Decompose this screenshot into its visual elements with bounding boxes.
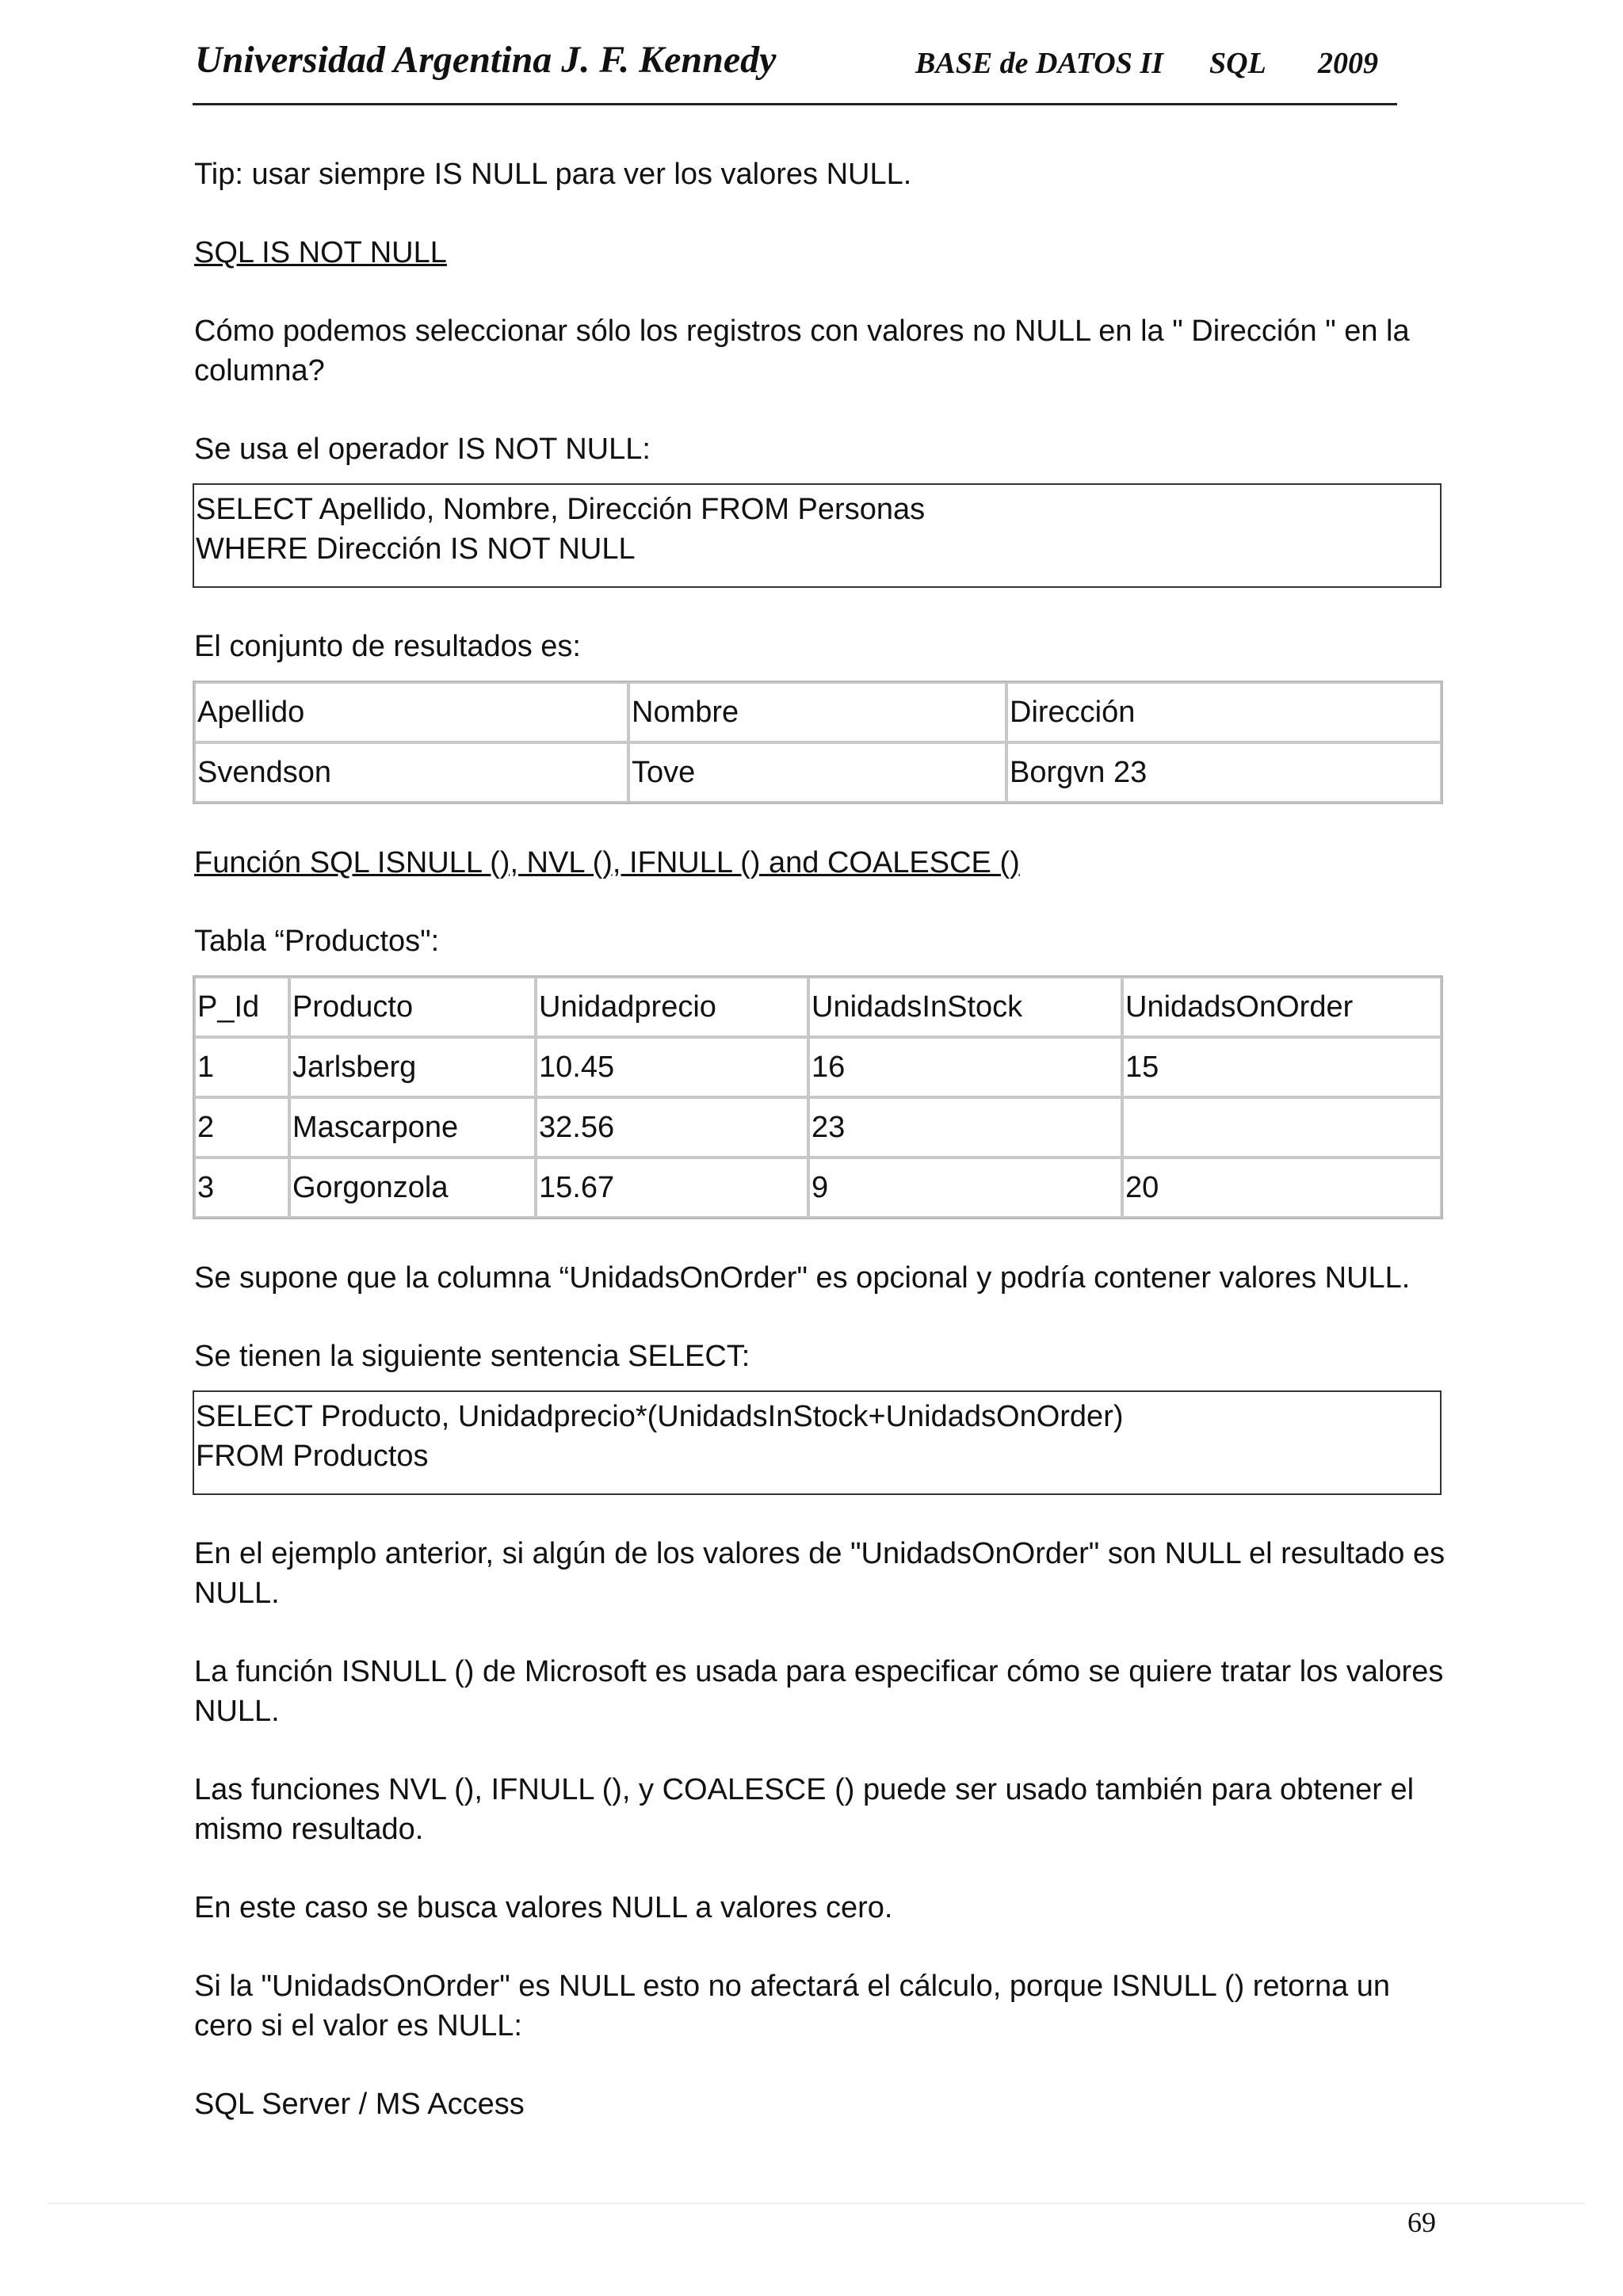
- table-cell: 15.67: [536, 1158, 808, 1218]
- paragraph: SQL Server / MS Access: [194, 2088, 525, 2121]
- paragraph: La función ISNULL () de Microsoft es usada para especificar cómo se quiere tratar los valores NULL.: [194, 1655, 1444, 1728]
- tip-paragraph: Tip: usar siempre IS NULL para ver los valores NULL.: [194, 158, 912, 191]
- operator-paragraph: Se usa el operador IS NOT NULL:: [194, 433, 651, 466]
- course-language: SQL: [1209, 47, 1266, 80]
- table-cell: Tove: [628, 742, 1006, 803]
- header-cell: Dirección: [1006, 682, 1442, 742]
- section-heading-is-not-null: SQL IS NOT NULL: [194, 236, 447, 269]
- table-cell: 23: [808, 1097, 1122, 1158]
- code-line: FROM Productos: [196, 1440, 429, 1473]
- table-cell: 2: [194, 1097, 289, 1158]
- table-row: [194, 1037, 1442, 1097]
- paragraph: En este caso se busca valores NULL a valores cero.: [194, 1891, 893, 1924]
- table-cell: Gorgonzola: [289, 1158, 536, 1218]
- table-row: [194, 1158, 1442, 1218]
- table-row: [194, 742, 1442, 803]
- code-block-is-not-null: [193, 483, 1442, 588]
- paragraph: Si la "UnidadsOnOrder" es NULL esto no afectará el cálculo, porque ISNULL () retorna un cero si el valor es NULL:: [194, 1970, 1391, 2042]
- university-name: Universidad Argentina J. F. Kennedy: [195, 39, 777, 81]
- table-cell: Mascarpone: [289, 1097, 536, 1158]
- course-year: 2009: [1318, 47, 1378, 80]
- code-line: WHERE Dirección IS NOT NULL: [196, 532, 636, 566]
- header-cell: UnidadsOnOrder: [1122, 977, 1442, 1037]
- question-paragraph: Cómo podemos seleccionar sólo los registros con valores no NULL en la " Dirección " en la columna?: [194, 315, 1410, 387]
- products-table: [193, 975, 1443, 1219]
- suppose-paragraph: Se supone que la columna “UnidadsOnOrder" es opcional y podría contener valores NULL.: [194, 1261, 1411, 1295]
- table-header-row: [194, 682, 1442, 742]
- section-heading-functions: Función SQL ISNULL (), NVL (), IFNULL () and COALESCE (): [194, 846, 1020, 879]
- header-cell: Apellido: [194, 682, 628, 742]
- table-header-row: [194, 977, 1442, 1037]
- header-cell: Nombre: [628, 682, 1006, 742]
- code-line: SELECT Producto, Unidadprecio*(UnidadsInStock+UnidadsOnOrder): [196, 1400, 1124, 1433]
- select-paragraph: Se tienen la siguiente sentencia SELECT:: [194, 1340, 750, 1373]
- header-cell: UnidadsInStock: [808, 977, 1122, 1037]
- course-name: BASE de DATOS II: [915, 47, 1163, 80]
- table-label: Tabla “Productos":: [194, 925, 440, 958]
- table-row: [194, 1097, 1442, 1158]
- document-body: [194, 154, 1446, 2163]
- table-cell: Borgvn 23: [1006, 742, 1442, 803]
- page-number: 69: [1407, 2206, 1436, 2238]
- table-cell: Svendson: [194, 742, 628, 803]
- header-cell: P_Id: [194, 977, 289, 1037]
- paragraph: En el ejemplo anterior, si algún de los valores de "UnidadsOnOrder" son NULL el resultado es NULL.: [194, 1537, 1445, 1610]
- table-cell: 32.56: [536, 1097, 808, 1158]
- table-cell: 16: [808, 1037, 1122, 1097]
- code-line: SELECT Apellido, Nombre, Dirección FROM Personas: [196, 493, 926, 526]
- table-cell: 20: [1122, 1158, 1442, 1218]
- table-cell: [1122, 1097, 1442, 1158]
- table-cell: Jarlsberg: [289, 1037, 536, 1097]
- result-label: El conjunto de resultados es:: [194, 630, 581, 663]
- code-block-select: [193, 1390, 1442, 1495]
- table-cell: 9: [808, 1158, 1122, 1218]
- header-cell: Unidadprecio: [536, 977, 808, 1037]
- footer-divider: [48, 2203, 1585, 2204]
- table-cell: 10.45: [536, 1037, 808, 1097]
- table-cell: 15: [1122, 1037, 1442, 1097]
- header-cell: Producto: [289, 977, 536, 1037]
- paragraph: Las funciones NVL (), IFNULL (), y COALESCE () puede ser usado también para obtener el mismo resultado.: [194, 1773, 1415, 1846]
- table-cell: 1: [194, 1037, 289, 1097]
- page-header: [193, 35, 1397, 105]
- result-table: [193, 681, 1443, 804]
- table-cell: 3: [194, 1158, 289, 1218]
